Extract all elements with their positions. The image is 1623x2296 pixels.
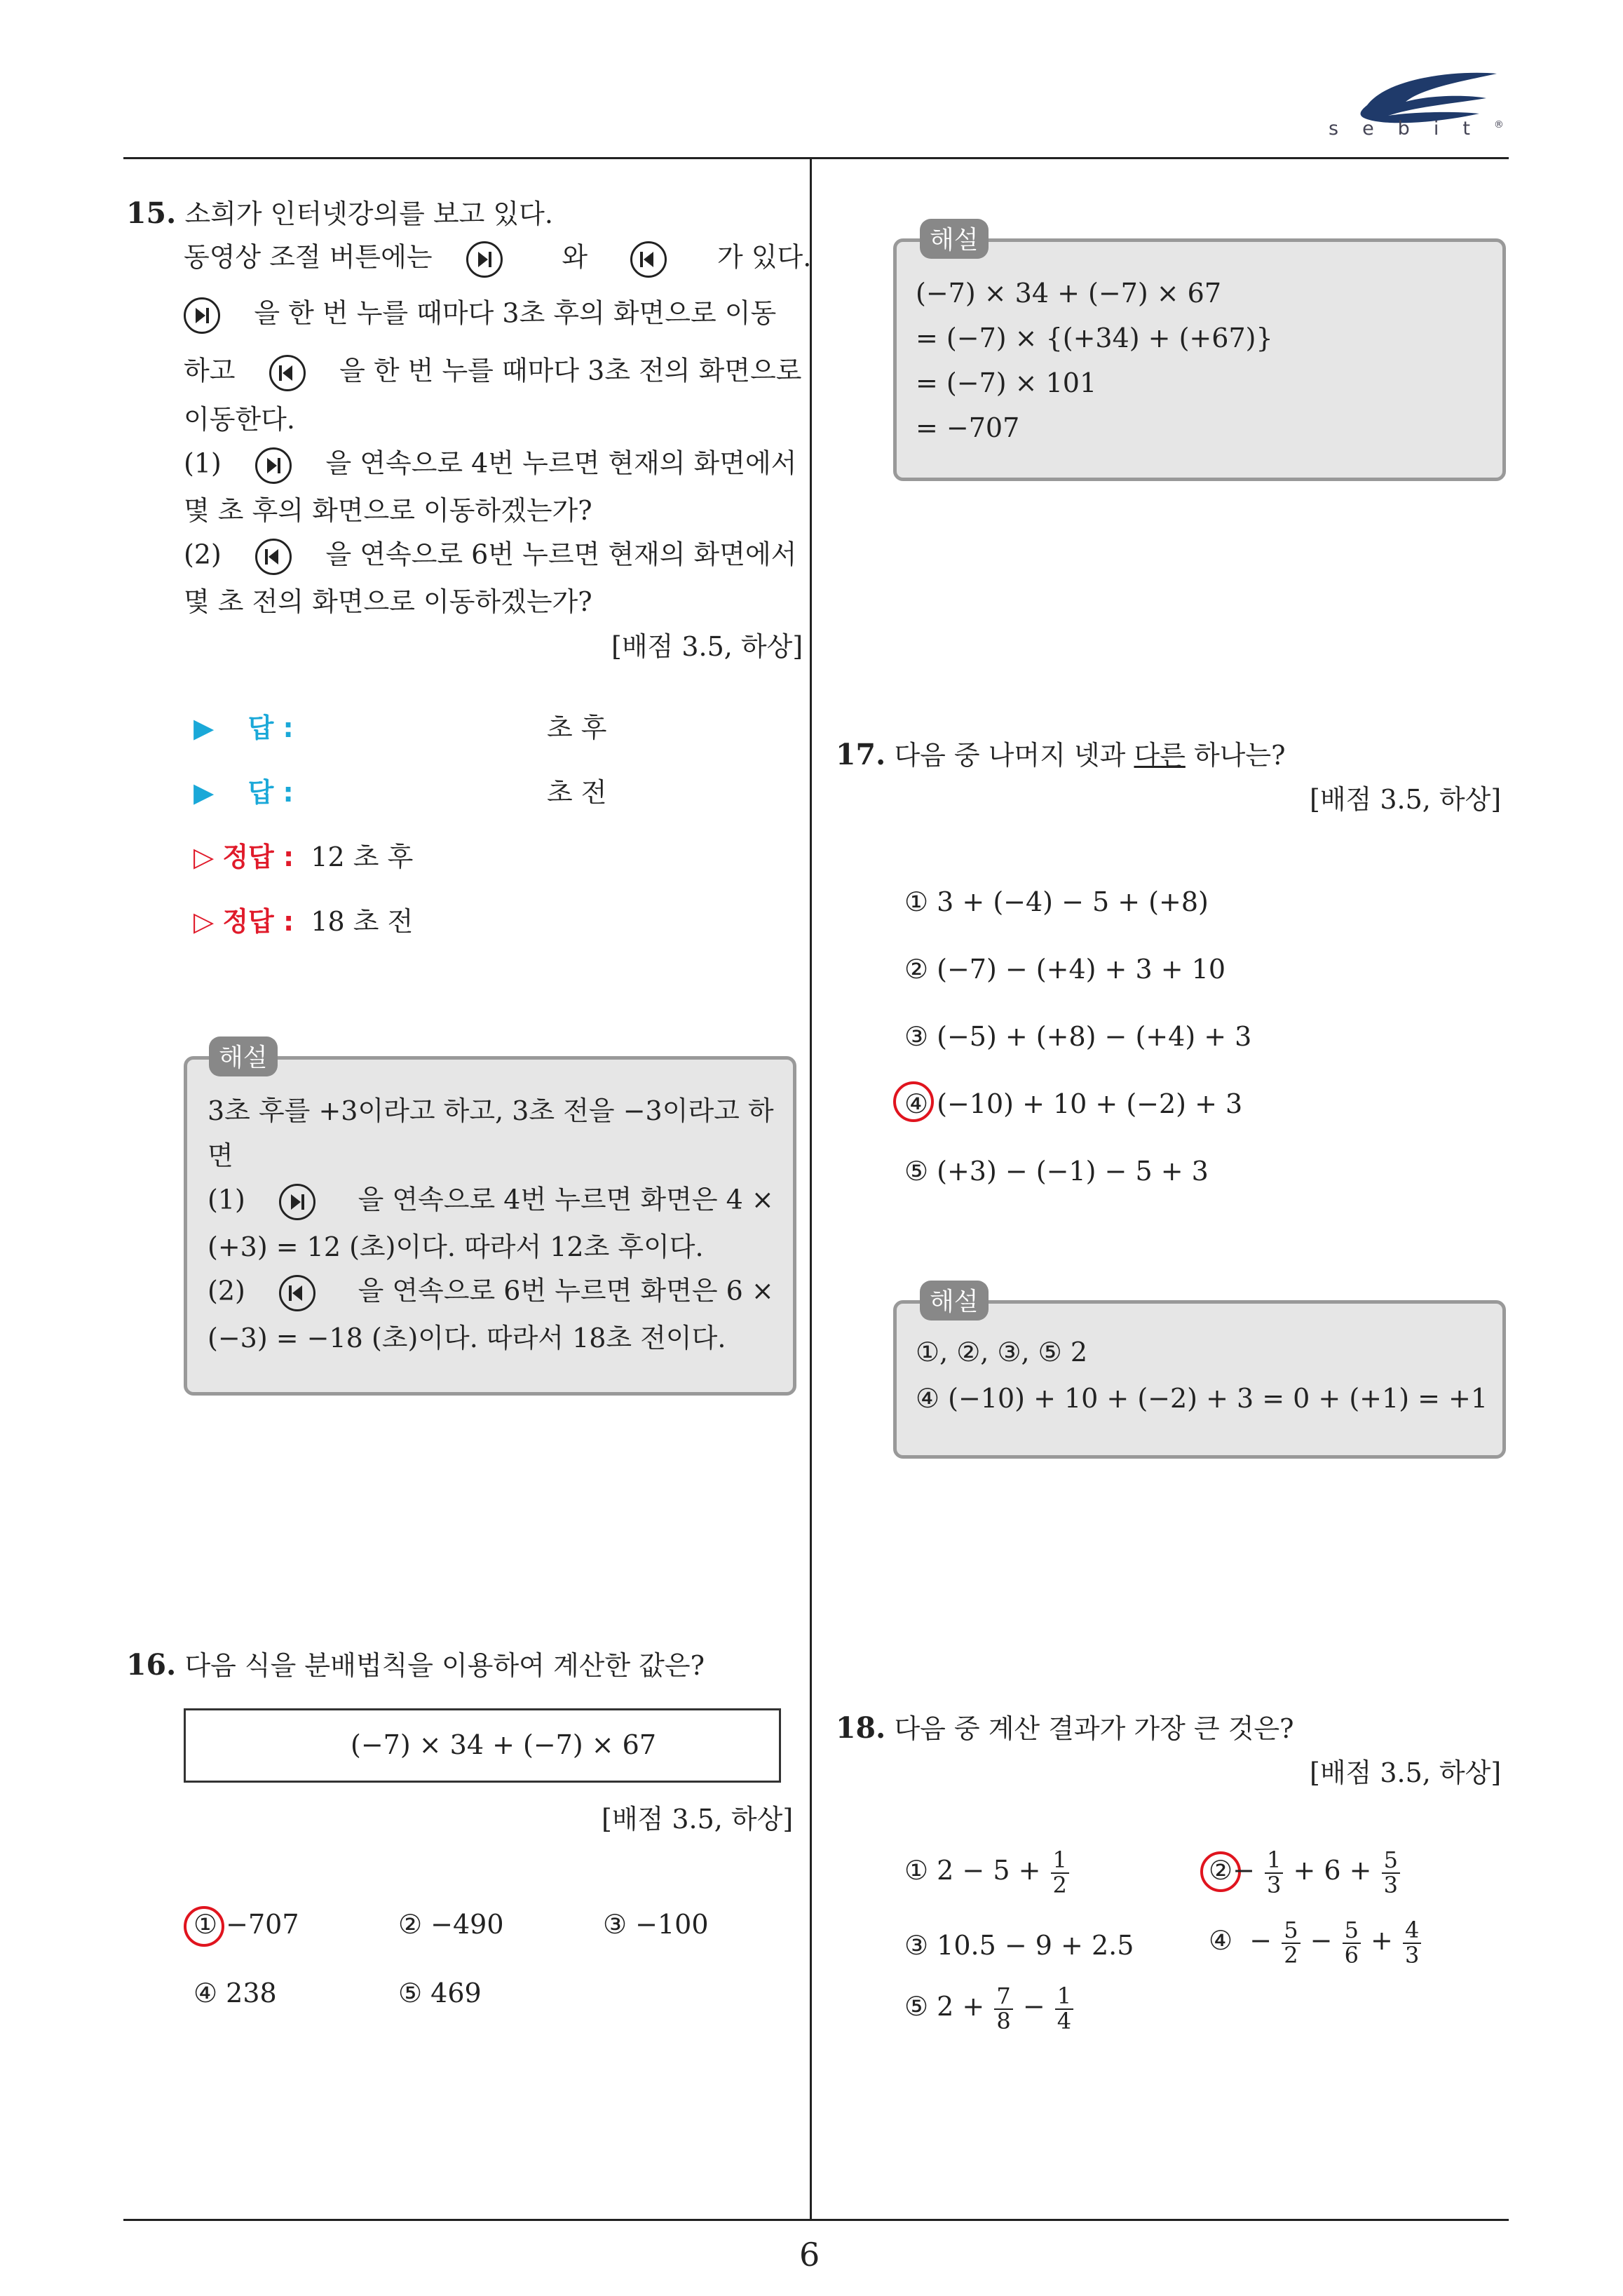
q15-answer1: ▶ 답 : — [193, 713, 294, 743]
q15-line1: 15. 소희가 인터넷강의를 보고 있다. — [126, 196, 553, 230]
q16-explain-line1: (−7) × 34 + (−7) × 67 — [916, 278, 1222, 309]
forward-button-icon — [466, 241, 503, 278]
q16-explain-line2: = (−7) × {(+34) + (+67)} — [916, 323, 1273, 353]
page-number: 6 — [799, 2236, 820, 2274]
q16-formula: (−7) × 34 + (−7) × 67 — [351, 1729, 657, 1760]
q17-explain-line2: ④ (−10) + 10 + (−2) + 3 = 0 + (+1) = +1 — [916, 1383, 1488, 1414]
q17-explanation-box — [893, 1300, 1506, 1459]
q15-part1-b: 몇 초 후의 화면으로 이동하겠는가? — [184, 495, 592, 526]
blue-arrow-icon: ▶ — [193, 713, 215, 743]
red-outline-arrow-icon: ▷ — [193, 842, 215, 872]
q18-choice-4[interactable]: ④ − $\frac{5}{2}$ − $\frac{5}{6}$ + $\frac{4}{3}$ — [1209, 1919, 1422, 1967]
backward-button-icon — [255, 539, 292, 575]
q15-explain-line5: (2) 을 연속으로 6번 누르면 화면은 6 × — [208, 1275, 774, 1311]
q17-choice-2[interactable]: ② (−7) − (+4) + 3 + 10 — [904, 954, 1226, 985]
q15-answer1-unit: 초 후 — [547, 713, 607, 743]
q15-part2-b: 몇 초 전의 화면으로 이동하겠는가? — [184, 586, 592, 617]
q15-explain-line1: 3초 후를 +3이라고 하고, 3초 전을 −3이라고 하 — [208, 1095, 774, 1126]
q17-choice-4[interactable]: ④ (−10) + 10 + (−2) + 3 — [904, 1088, 1243, 1119]
q18-choice-1[interactable]: ① 2 − 5 + $\frac{1}{2}$ — [904, 1849, 1071, 1897]
q18-choice-5[interactable]: ⑤ 2 + $\frac{7}{8}$ − $\frac{1}{4}$ — [904, 1985, 1075, 2033]
blue-arrow-icon: ▶ — [193, 777, 215, 808]
q15-part2: (2) 을 연속으로 6번 누르면 현재의 화면에서 — [184, 539, 796, 575]
q15-explain-line4: (+3) = 12 (초)이다. 따라서 12초 후이다. — [208, 1231, 704, 1262]
q15-explain-line3: (1) 을 연속으로 4번 누르면 화면은 4 × — [208, 1184, 774, 1220]
q17-explain-line1: ①, ②, ③, ⑤ 2 — [916, 1337, 1087, 1368]
sebit-logo — [1346, 63, 1504, 154]
q16-explain-line4: = −707 — [916, 412, 1020, 443]
q16-choice-1[interactable]: ① −707 — [193, 1909, 299, 1940]
q15-explain-line2: 면 — [208, 1140, 233, 1171]
q15-line2: 동영상 조절 버튼에는 와 가 있다. — [184, 241, 811, 278]
q18-question: 18. 다음 중 계산 결과가 가장 큰 것은? — [836, 1711, 1294, 1745]
q15-line5: 이동한다. — [184, 404, 295, 435]
forward-button-icon — [279, 1184, 315, 1220]
q17-explanation-tag: 해설 — [920, 1281, 989, 1321]
q15-line4: 하고 을 한 번 누를 때마다 3초 전의 화면으로 — [184, 355, 801, 391]
q15-correct2: ▷ 정답 : 18 초 전 — [193, 906, 414, 937]
q16-choice-3[interactable]: ③ −100 — [603, 1909, 709, 1940]
q15-score: [배점 3.5, 하상] — [611, 631, 803, 662]
q18-choice-2[interactable]: ②− $\frac{1}{3}$ + 6 + $\frac{5}{3}$ — [1209, 1849, 1401, 1897]
q17-choice-1[interactable]: ① 3 + (−4) − 5 + (+8) — [904, 886, 1209, 917]
q16-explanation-tag: 해설 — [920, 219, 989, 259]
q15-line3: 을 한 번 누를 때마다 3초 후의 화면으로 이동 — [184, 297, 776, 334]
q16-question: 16. 다음 식을 분배법칙을 이용하여 계산한 값은? — [126, 1648, 705, 1682]
backward-button-icon — [279, 1275, 315, 1311]
q17-score: [배점 3.5, 하상] — [1310, 784, 1502, 815]
q16-choice-4[interactable]: ④ 238 — [193, 1978, 277, 2008]
q16-explanation-box — [893, 238, 1506, 481]
q17-choice-5[interactable]: ⑤ (+3) − (−1) − 5 + 3 — [904, 1156, 1209, 1187]
q18-score: [배점 3.5, 하상] — [1310, 1757, 1502, 1788]
q15-part1: (1) 을 연속으로 4번 누르면 현재의 화면에서 — [184, 447, 796, 484]
q16-explain-line3: = (−7) × 101 — [916, 367, 1097, 398]
footer-rule — [123, 2219, 1509, 2221]
red-outline-arrow-icon: ▷ — [193, 906, 215, 937]
backward-button-icon — [630, 241, 667, 278]
q15-answer2-unit: 초 전 — [547, 777, 607, 808]
q15-explain-line6: (−3) = −18 (초)이다. 따라서 18초 전이다. — [208, 1323, 726, 1353]
forward-button-icon — [255, 447, 292, 484]
forward-button-icon — [184, 297, 220, 334]
q16-choice-2[interactable]: ② −490 — [398, 1909, 504, 1940]
header-rule — [123, 157, 1509, 159]
q16-choice-5[interactable]: ⑤ 469 — [398, 1978, 482, 2008]
backward-button-icon — [269, 355, 306, 391]
q15-correct1: ▷ 정답 : 12 초 후 — [193, 842, 414, 872]
q15-answer2: ▶ 답 : — [193, 777, 294, 808]
q18-choice-3[interactable]: ③ 10.5 − 9 + 2.5 — [904, 1930, 1134, 1961]
q15-explanation-tag: 해설 — [209, 1036, 278, 1076]
sebit-wordmark: sebit® — [1329, 118, 1504, 140]
q17-question: 17. 다음 중 나머지 넷과 다른 하나는? — [836, 738, 1286, 771]
q17-choice-3[interactable]: ③ (−5) + (+8) − (+4) + 3 — [904, 1021, 1252, 1052]
q16-score: [배점 3.5, 하상] — [602, 1804, 794, 1835]
column-divider — [810, 158, 812, 2221]
